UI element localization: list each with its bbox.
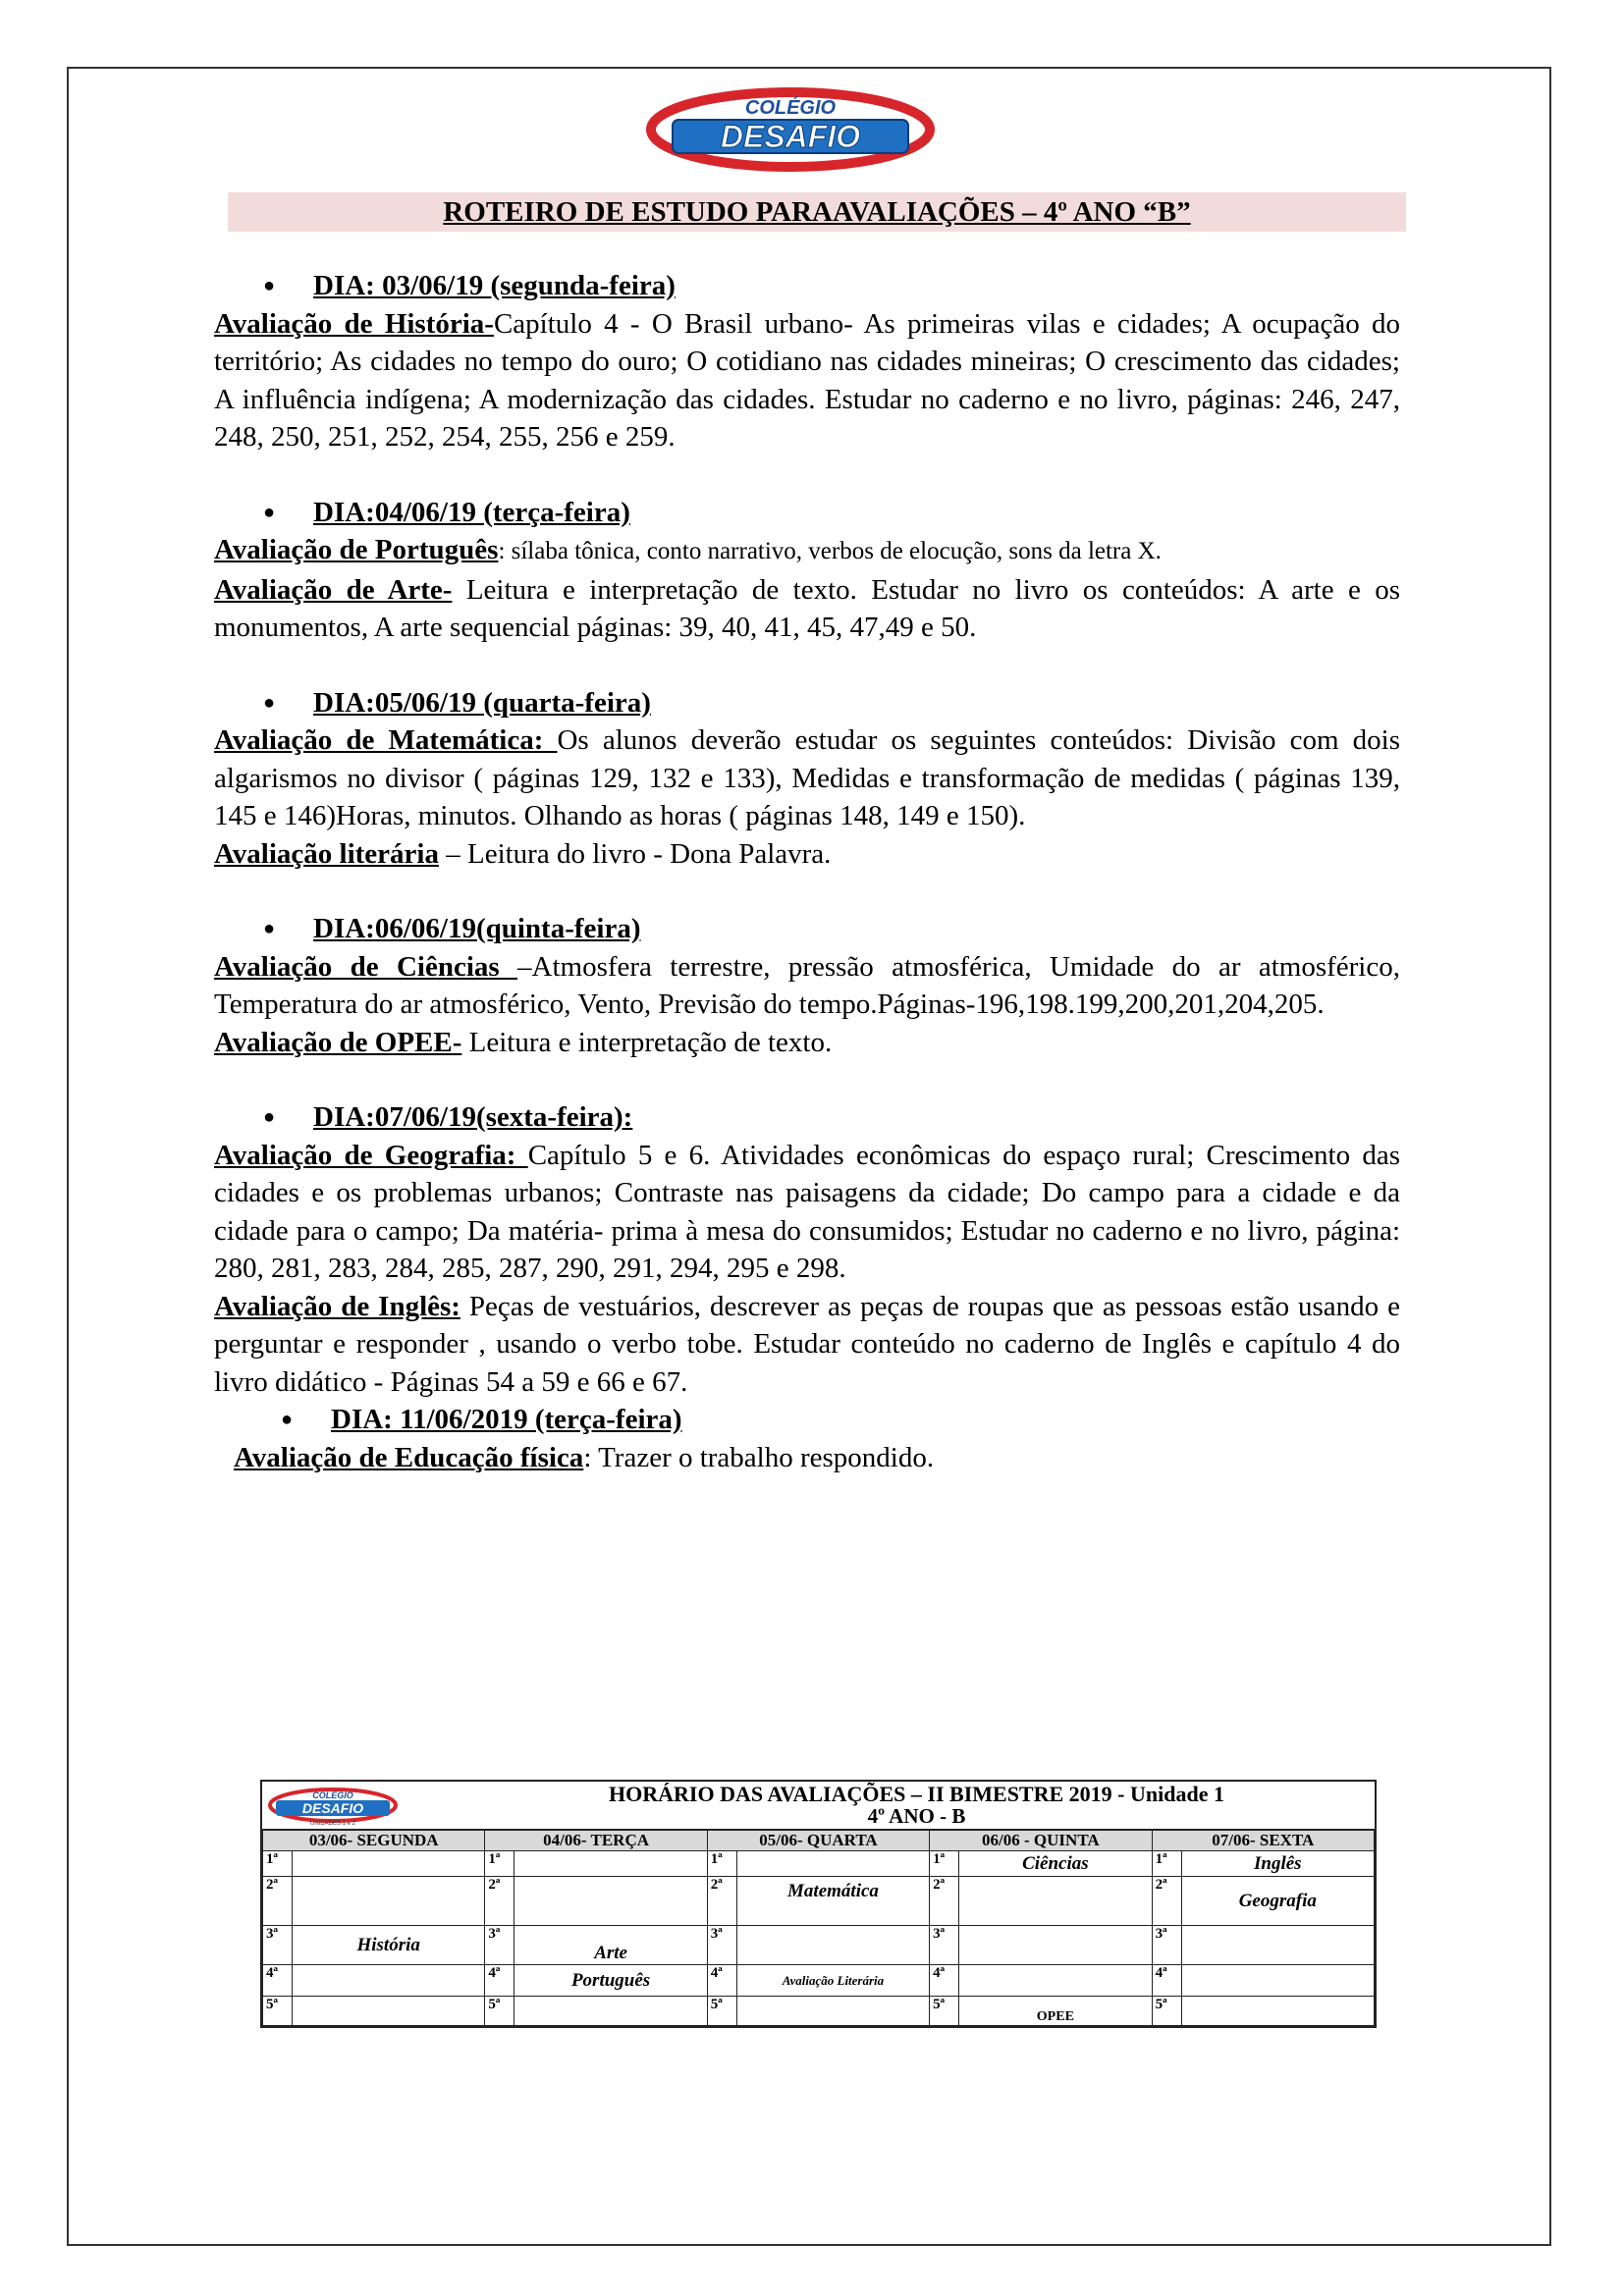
history-paragraph: Avaliação de História-Capítulo 4 - O Brasil urbano- As primeiras vilas e cidades; A ocupação do território; As cidades no tempo do ouro; O cotidiano nas cidades mineiras; O crescimento das cidades; A influência indígena; A modernização das cidades. Estudar no caderno e no livro, páginas: 246, 247, 248, 250, 251, 252, 254, 255, 256 e 259. xyxy=(214,307,1400,453)
cell-fri-1: Inglês xyxy=(1181,1851,1374,1877)
table-row: 5ª 5ª 5ª 5ª OPEE 5ª xyxy=(263,1997,1375,2026)
cell-tue-4: Português xyxy=(514,1965,707,1997)
bullet-icon: ● xyxy=(263,1106,276,1128)
english-paragraph: Avaliação de Inglês: Peças de vestuários, descrever as peças de roupas que as pessoas estão usando e perguntar e responder , usando o verbo tobe. Estudar conteúdo no caderno de Inglês e capítulo 4 do livro didático - Páginas 54 a 59 e 66 e 67. xyxy=(214,1290,1400,1398)
svg-text:COLÉGIO: COLÉGIO xyxy=(312,1790,353,1800)
table-row: 2ª 2ª 2ª Matemática 2ª 2ª Geografia xyxy=(263,1877,1375,1926)
table-row: 4ª 4ª Português 4ª Avaliação Literária 4ª 4ª xyxy=(263,1965,1375,1997)
day-heading-3: ● DIA:05/06/19 (quarta-feira) xyxy=(214,684,1400,722)
study-guide-content xyxy=(214,267,1400,1476)
header-wednesday: 05/06- QUARTA xyxy=(707,1831,929,1851)
math-paragraph: Avaliação de Matemática: Os alunos deverão estudar os seguintes conteúdos: Divisão com dois algarismos no divisor ( páginas 129, 132 e 133), Medidas e transformação de medidas ( páginas 139, 145 e 146)Horas, minutos. Olhando as horas ( páginas 148, 149 e 150). xyxy=(214,724,1400,831)
bullet-icon: ● xyxy=(281,1409,294,1430)
schedule-title: HORÁRIO DAS AVALIAÇÕES – II BIMESTRE 2019 - Unidade 1 xyxy=(609,1782,1224,1806)
table-row: 3ª História 3ª Arte 3ª 3ª 3ª xyxy=(263,1926,1375,1965)
header-friday: 07/06- SEXTA xyxy=(1152,1831,1374,1851)
day-heading-5: ● DIA:07/06/19(sexta-feira): xyxy=(214,1098,1400,1137)
bullet-icon: ● xyxy=(263,275,276,296)
cell-wed-2: Matemática xyxy=(736,1877,929,1926)
header-tuesday: 04/06- TERÇA xyxy=(485,1831,707,1851)
page-title-bar xyxy=(228,192,1406,232)
day-heading-6: ● DIA: 11/06/2019 (terça-feira) xyxy=(214,1401,1400,1439)
science-paragraph: Avaliação de Ciências –Atmosfera terrestre, pressão atmosférica, Umidade do ar atmosférico, Temperatura do ar atmosférico, Vento, Previsão do tempo.Páginas-196,198.199,200,201,204,205. xyxy=(214,950,1400,1020)
schedule-header xyxy=(262,1782,1375,1830)
table-row: 1ª 1ª 1ª 1ª Ciências 1ª Inglês xyxy=(263,1851,1375,1877)
svg-text:DESAFIO: DESAFIO xyxy=(301,1800,364,1816)
schedule-logo xyxy=(264,1784,451,1827)
schedule-table xyxy=(262,1830,1375,2026)
svg-text:UNIDADES 1 e 2: UNIDADES 1 e 2 xyxy=(309,1821,356,1827)
cell-fri-2: Geografia xyxy=(1181,1877,1374,1926)
cell-mon-3: História xyxy=(293,1926,485,1965)
day-heading-1: ● DIA: 03/06/19 (segunda-feira) xyxy=(214,267,1400,305)
exam-schedule xyxy=(260,1780,1377,2028)
school-logo xyxy=(643,80,938,179)
bullet-icon: ● xyxy=(263,501,276,523)
cell-thu-1: Ciências xyxy=(959,1851,1152,1877)
logo-graphic xyxy=(643,80,938,179)
bullet-icon: ● xyxy=(263,691,276,714)
portuguese-paragraph: Avaliação de Português: sílaba tônica, conto narrativo, verbos de elocução, sons da letra X. xyxy=(214,534,1162,565)
logo-main-text: DESAFIO xyxy=(720,119,861,154)
geography-paragraph: Avaliação de Geografia: Capítulo 5 e 6. Atividades econômicas do espaço rural; Crescimento das cidades e os problemas urbanos; Contraste nas paisagens da cidade; Do campo para a cidade e da cidade para o campo; Da matéria- prima à mesa do consumidos; Estudar no caderno e no livro, página: 280, 281, 283, 284, 285, 287, 290, 291, 294, 295 e 298. xyxy=(214,1139,1400,1284)
day-heading-2: ● DIA:04/06/19 (terça-feira) xyxy=(214,494,1400,532)
header-thursday: 06/06 - QUINTA xyxy=(930,1831,1152,1851)
page-title: ROTEIRO DE ESTUDO PARAAVALIAÇÕES – 4º ANO “B” xyxy=(443,196,1191,228)
bullet-icon: ● xyxy=(263,918,276,939)
cell-wed-4: Avaliação Literária xyxy=(736,1965,929,1997)
logo-top-text: COLÉGIO xyxy=(744,97,837,119)
art-paragraph: Avaliação de Arte- Leitura e interpretação de texto. Estudar no livro os conteúdos: A arte e os monumentos, A arte sequencial páginas: 39, 40, 41, 45, 47,49 e 50. xyxy=(214,573,1400,643)
literary-paragraph: Avaliação literária – Leitura do livro - Dona Palavra. xyxy=(214,837,832,870)
cell-tue-3: Arte xyxy=(514,1926,707,1965)
cell-thu-5: OPEE xyxy=(959,1997,1152,2026)
day-heading-4: ● DIA:06/06/19(quinta-feira) xyxy=(214,910,1400,948)
header-monday: 03/06- SEGUNDA xyxy=(263,1831,485,1851)
opee-paragraph: Avaliação de OPEE- Leitura e interpretação de texto. xyxy=(214,1026,833,1058)
pe-paragraph: Avaliação de Educação física: Trazer o trabalho respondido. xyxy=(234,1441,935,1473)
schedule-subtitle: 4º ANO - B xyxy=(867,1804,966,1828)
